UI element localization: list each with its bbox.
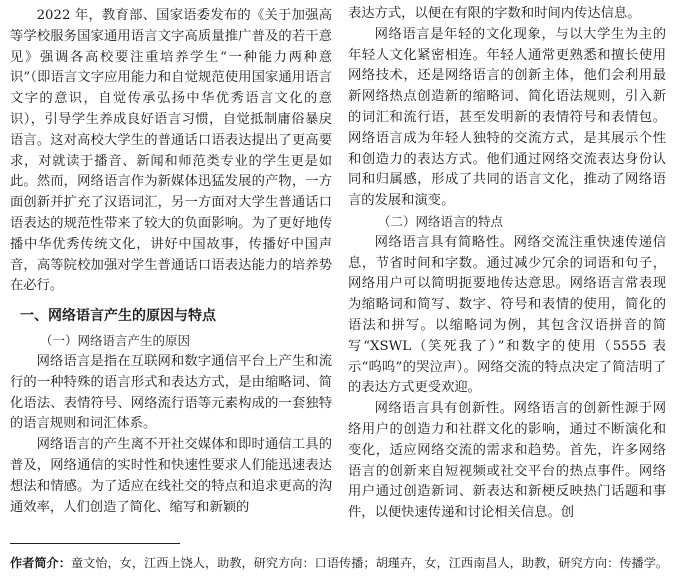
author-footnote: [10, 555, 680, 571]
footnote-divider: [10, 543, 180, 544]
paragraph-innovation: 网络语言具有创新性。网络语言的创新性源于网络用户的创造力和社群文化的影响，通过不断演化和变化，适应网络交流的需求和趋势。首先，许多网络语言的创新来自短视频或社交平台的热点事件。网络用户通过创造新词、新表达和新梗反映热门话题和事件，以便快速传递和讨论相关信息。创: [348, 401, 666, 521]
paragraph-continuation: 表达方式，以便在有限的字数和时间内传达信息。: [348, 6, 641, 21]
footnote-label: 作者简介：: [10, 556, 71, 570]
section-heading-1: 一、网络语言产生的原因与特点: [20, 308, 216, 325]
subsection-heading-features: （二）网络语言的特点: [378, 213, 504, 229]
intro-paragraph: 2022 年，教育部、国家语委发布的《关于加强高等学校服务国家通用语言文字高质量推广普及的若干意见》强调各高校要注重培养学生“一种能力两种意识”（即语言文字应用能力和自觉规范使用国家通用语言文字的意识，自觉传承弘扬中华优秀语言文化的意识），引导学生养成良好语言习惯，自觉抵制庸俗暴戾语言。这对高校大学生的普通话口语表达提出了更高要求，对就读于播音、新闻和师范类专业的学生更是如此。然而，网络语言作为新媒体迅猛发展的产物，一方面创新并扩充了汉语词汇，另一方面对大学生普通话口语表达的规范性带来了较大的负面影响。为了更好地传播中华优秀传统文化，讲好中国故事，传播好中国声音，高等院校加强对学生普通话口语表达能力的培养势在必行。: [10, 8, 332, 294]
left-column: [10, 6, 332, 518]
paragraph-youth-culture: 网络语言是年轻的文化现象，与以大学生为主的年轻人文化紧密相连。年轻人通常更熟悉和擅长使用网络技术，还是网络语言的创新主体，他们会利用最新网络热点创造新的缩略词、简化语法规则，引入新的词汇和流行语，甚至发明新的表情符号和表情包。网络语言成为年轻人独特的交流方式，是其展示个性和创造力的表达方式。他们通过网络交流表达身份认同和归属感，形成了共同的语言文化，推动了网络语言的发展和演变。: [348, 26, 666, 209]
subsection-heading-reasons: （一）网络语言产生的原因: [40, 333, 191, 349]
paragraph-origin: 网络语言的产生离不开社交媒体和即时通信工具的普及，网络通信的实时性和快速性要求人们能迅速表达想法和情感。为了适应在线社交的特点和追求更高的沟通效率，人们创造了简化、缩写和新颖的: [10, 437, 332, 515]
footnote-text: 童文怡，女，江西上饶人，助教，研究方向：口语传播；胡瑾卉，女，江西南昌人，助教，研究方向：传播学。: [70, 556, 669, 570]
paragraph-definition: 网络语言是指在互联网和数字通信平台上产生和流行的一种特殊的语言形式和表达方式，是由缩略词、简化语法、表情符号、网络流行语等元素构成的一套独特的语言规则和词汇体系。: [10, 353, 332, 432]
paragraph-brevity: 网络语言具有简略性。网络交流注重快速传递信息，节省时间和字数。通过减少冗余的词语和句子，网络用户可以简明扼要地传达意思。网络语言常表现为缩略词和简写、数字、符号和表情的使用，简化的语法和拼写。以缩略词为例，其包含汉语拼音的简写“XSWL（笑死我了）”和数字的使用（5555 表示“呜呜”的哭泣声）。网络交流的特点决定了简洁明了的表达方式更受欢迎。: [348, 234, 666, 396]
right-column: [348, 4, 666, 524]
